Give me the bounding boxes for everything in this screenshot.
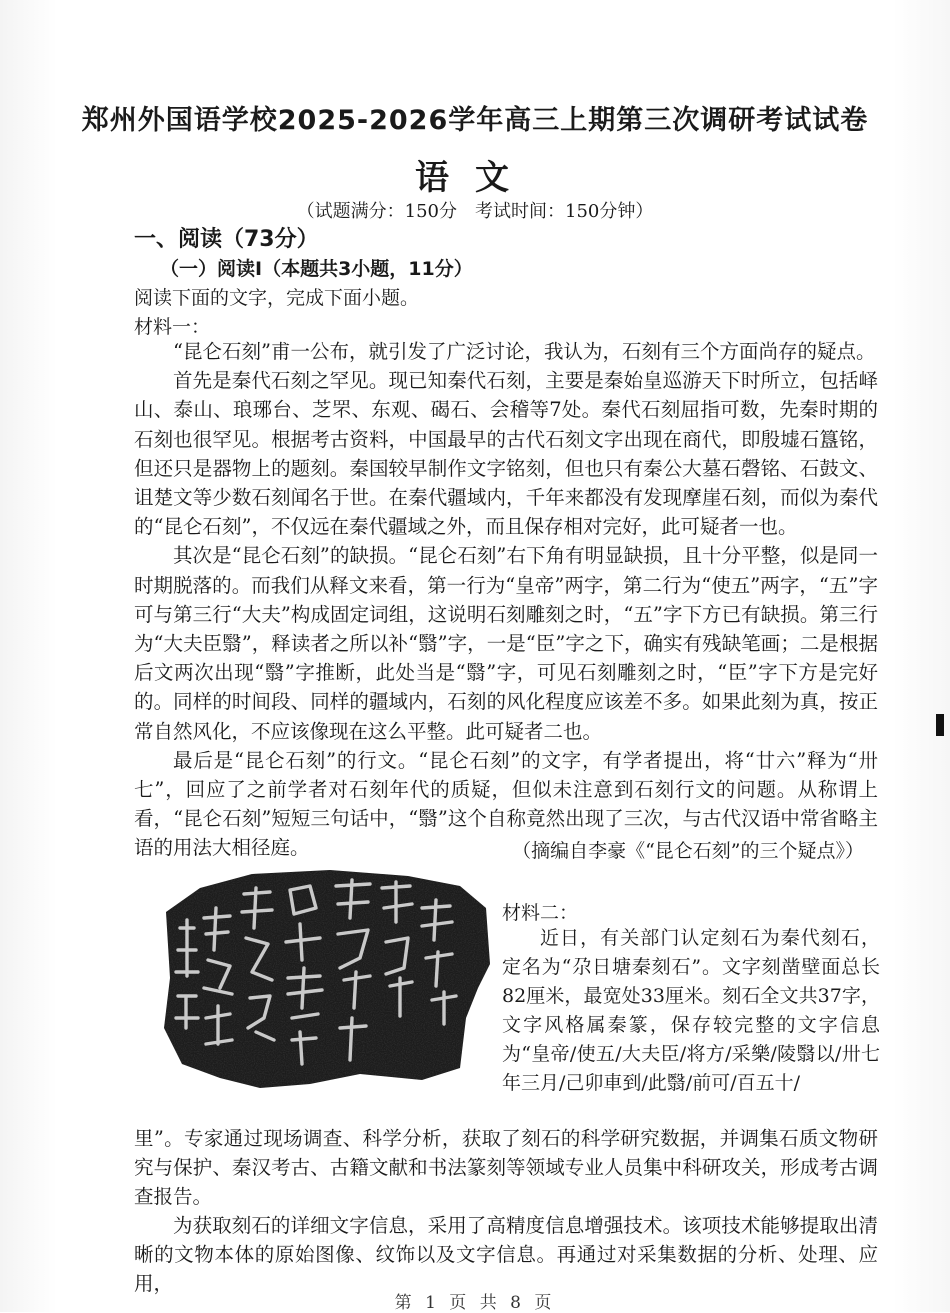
material1-label: 材料一： bbox=[134, 316, 211, 338]
instruction-text: 阅读下面的文字，完成下面小题。 bbox=[134, 287, 420, 309]
material1-citation: （摘编自李豪《“昆仑石刻”的三个疑点》） bbox=[512, 840, 864, 862]
material1-paragraph-1: “昆仑石刻”甫一公布，就引发了广泛讨论，我认为，石刻有三个方面尚存的疑点。 bbox=[173, 340, 876, 363]
page-number: 第 1 页 共 8 页 bbox=[394, 1293, 556, 1313]
material2-continuation: 里”。专家通过现场调查、科学分析，获取了刻石的科学研究数据，并调集石质文物研究与保护、秦汉考古、古籍文献和书法篆刻等领域专业人员集中科研攻关，形成考古调查报告。 bbox=[134, 1127, 878, 1208]
material1-paragraph-3: 其次是“昆仑石刻”的缺损。“昆仑石刻”右下角有明显缺损，且十分平整，似是同一时期脱落的。而我们从释文来看，第一行为“皇帝”两字，第二行为“使五”两字，“五”字可与第三行“大夫”构成固定词组，这说明石刻雕刻之时，“五”字下方已有缺损。第三行为“大夫臣翳”，释读者之所以补“翳”字，一是“臣”字之下，确实有残缺笔画；二是根据后文两次出现“翳”字推断，此处当是“翳”字，可见石刻雕刻之时，“臣”字下方是完好的。同样的时间段、同样的疆域内，石刻的风化程度应该差不多。如果此刻为真，按正常自然风化，不应该像现在这么平整。此可疑者二也。 bbox=[134, 544, 878, 743]
material2-paragraph-2: 为获取刻石的详细文字信息，采用了高精度信息增强技术。该项技术能够提取出清晰的文物本体的原始图像、纹饰以及文字信息。再通过对采集数据的分析、处理、应用， bbox=[134, 1214, 878, 1295]
section-heading: 一、阅读（73分） bbox=[134, 227, 319, 252]
material2-paragraph-1: 近日，有关部门认定刻石为秦代刻石，定名为“尕日塘秦刻石”。文字刻凿壁面总长82厘米，最宽处33厘米。刻石全文共37字，文字风格属秦篆，保存较完整的文字信息为“皇帝/使五/大夫臣/将方/采樂/陵翳以/卅七年三月/己卯車到/此翳/前可/百五十/ bbox=[502, 927, 880, 1094]
material1-paragraph-2: 首先是秦代石刻之罕见。现已知秦代石刻，主要是秦始皇巡游天下时所立，包括峄山、泰山、琅琊台、芝罘、东观、碣石、会稽等7处。秦代石刻屈指可数，先秦时期的石刻也很罕见。根据考古资料，中国最早的古代石刻文字出现在商代，即殷墟石簋铭，但还只是器物上的题刻。秦国较早制作文字铭刻，但也只有秦公大墓石磬铭、石鼓文、诅楚文等少数石刻闻名于世。在秦代疆域内，千年来都没有发现摩崖石刻，而似为秦代的“昆仑石刻”，不仅远在秦代疆域之外，而且保存相对完好，此可疑者一也。 bbox=[134, 369, 878, 539]
stone-inscription-rubbing bbox=[160, 868, 492, 1090]
subject-title: 语文 bbox=[415, 158, 535, 198]
material1-paragraph-4: 最后是“昆仑石刻”的行文。“昆仑石刻”的文字，有学者提出，将“廿六”释为“卅七”，回应了之前学者对石刻年代的质疑，但似未注意到石刻行文的问题。从称谓上看，“昆仑石刻”短短三句话中，“翳”这个自称竟然出现了三次，与古代汉语中常省略主语的用法大相径庭。 bbox=[134, 748, 878, 860]
sub-heading: （一）阅读Ⅰ（本题共3小题，11分） bbox=[160, 258, 473, 280]
material2-label: 材料二： bbox=[502, 902, 579, 924]
material2-side-text bbox=[502, 924, 880, 1098]
exam-title: 郑州外国语学校2025-2026学年高三上期第三次调研考试试卷 bbox=[81, 105, 869, 136]
exam-info: （试题满分：150分 考试时间：150分钟） bbox=[296, 201, 654, 222]
edge-mark bbox=[936, 714, 944, 736]
material2-body bbox=[134, 1124, 878, 1298]
material1-body bbox=[134, 337, 878, 863]
